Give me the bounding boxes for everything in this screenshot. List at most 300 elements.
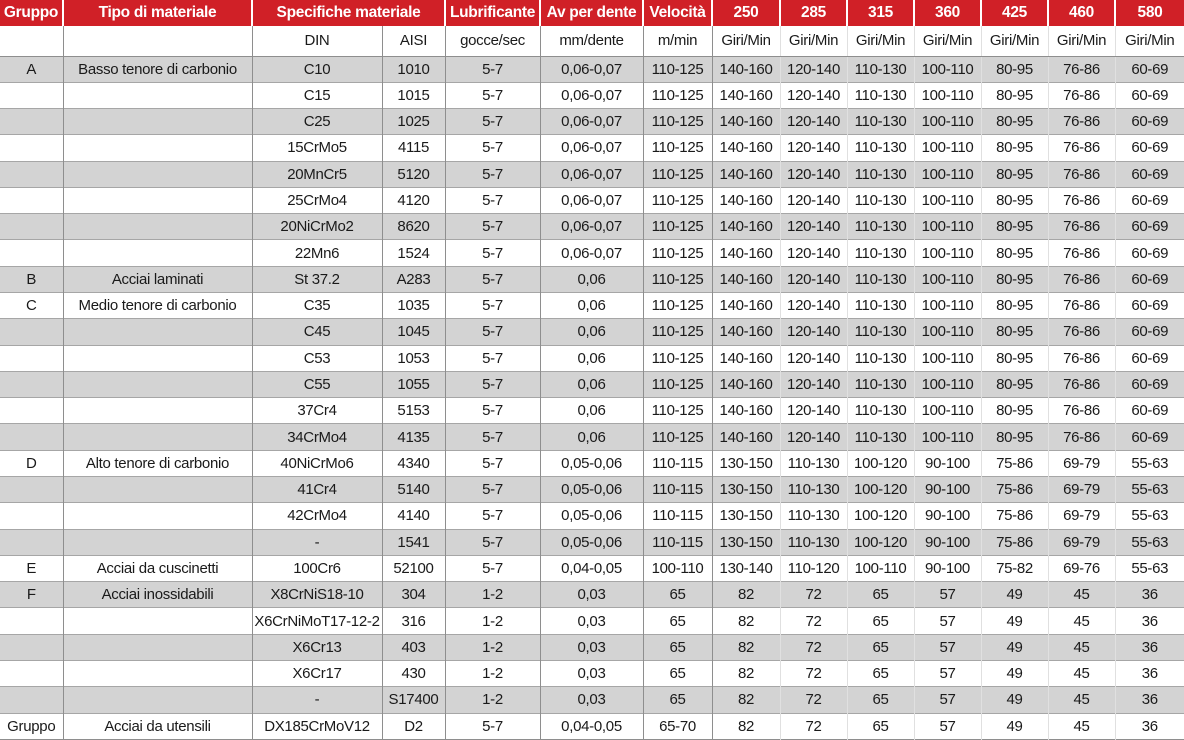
cell-gruppo	[0, 345, 63, 371]
cell-gruppo	[0, 109, 63, 135]
table-row	[0, 555, 1184, 581]
cell-rpm-580: 36	[1115, 608, 1184, 634]
cell-rpm-580: 60-69	[1115, 135, 1184, 161]
cell-rpm-315: 65	[847, 634, 914, 660]
cell-av-per-dente: 0,06-0,07	[540, 135, 643, 161]
cell-rpm-285: 110-130	[780, 529, 847, 555]
cell-rpm-315: 110-130	[847, 319, 914, 345]
cell-gruppo	[0, 424, 63, 450]
table-row	[0, 56, 1184, 82]
cell-rpm-580: 60-69	[1115, 187, 1184, 213]
cell-tipo-materiale	[63, 660, 252, 686]
cell-din: 20MnCr5	[252, 161, 382, 187]
cell-rpm-315: 100-110	[847, 555, 914, 581]
cell-din: 25CrMo4	[252, 187, 382, 213]
cell-aisi: S17400	[382, 687, 445, 713]
cell-rpm-285: 72	[780, 608, 847, 634]
cell-din: DX185CrMoV12	[252, 713, 382, 739]
cell-rpm-285: 120-140	[780, 424, 847, 450]
table-row	[0, 135, 1184, 161]
cell-rpm-315: 110-130	[847, 266, 914, 292]
cell-rpm-250: 130-150	[712, 450, 780, 476]
cell-lubrificante: 5-7	[445, 503, 540, 529]
cell-rpm-425: 80-95	[981, 293, 1048, 319]
cell-tipo-materiale: Acciai da utensili	[63, 713, 252, 739]
cell-av-per-dente: 0,06	[540, 266, 643, 292]
cell-aisi: 1045	[382, 319, 445, 345]
cell-av-per-dente: 0,06	[540, 293, 643, 319]
cell-rpm-460: 76-86	[1048, 56, 1115, 82]
cell-rpm-285: 120-140	[780, 319, 847, 345]
cell-lubrificante: 5-7	[445, 187, 540, 213]
header-row-units	[0, 26, 1184, 56]
cell-rpm-580: 60-69	[1115, 56, 1184, 82]
cell-rpm-250: 130-150	[712, 529, 780, 555]
cell-velocita: 110-125	[643, 135, 712, 161]
cell-gruppo: C	[0, 293, 63, 319]
cell-gruppo	[0, 398, 63, 424]
cell-lubrificante: 5-7	[445, 82, 540, 108]
cell-rpm-460: 45	[1048, 582, 1115, 608]
cell-rpm-315: 65	[847, 660, 914, 686]
cell-din: C53	[252, 345, 382, 371]
cell-velocita: 65	[643, 687, 712, 713]
table-body	[0, 56, 1184, 740]
cell-aisi: 52100	[382, 555, 445, 581]
cell-aisi: 1524	[382, 240, 445, 266]
cell-av-per-dente: 0,03	[540, 687, 643, 713]
cell-velocita: 110-125	[643, 424, 712, 450]
cell-din: C15	[252, 82, 382, 108]
cell-av-per-dente: 0,06-0,07	[540, 109, 643, 135]
cell-gruppo	[0, 240, 63, 266]
cell-rpm-315: 110-130	[847, 293, 914, 319]
cell-lubrificante: 5-7	[445, 371, 540, 397]
cell-rpm-250: 140-160	[712, 109, 780, 135]
cell-velocita: 110-125	[643, 161, 712, 187]
cell-tipo-materiale	[63, 687, 252, 713]
cell-rpm-425: 75-86	[981, 503, 1048, 529]
cell-rpm-315: 100-120	[847, 529, 914, 555]
cell-rpm-360: 100-110	[914, 240, 981, 266]
cell-lubrificante: 5-7	[445, 109, 540, 135]
cell-av-per-dente: 0,05-0,06	[540, 477, 643, 503]
cell-aisi: 1053	[382, 345, 445, 371]
table-row	[0, 529, 1184, 555]
cell-rpm-425: 75-82	[981, 555, 1048, 581]
cell-rpm-250: 82	[712, 660, 780, 686]
cell-din: C35	[252, 293, 382, 319]
table-row	[0, 424, 1184, 450]
unit-cell-rpm-285: Giri/Min	[780, 26, 847, 56]
cell-rpm-360: 57	[914, 713, 981, 739]
cell-gruppo	[0, 634, 63, 660]
cell-rpm-250: 82	[712, 713, 780, 739]
cell-din: C10	[252, 56, 382, 82]
cell-rpm-460: 76-86	[1048, 135, 1115, 161]
cell-din: X8CrNiS18-10	[252, 582, 382, 608]
cell-rpm-250: 82	[712, 687, 780, 713]
cell-aisi: 1055	[382, 371, 445, 397]
cell-rpm-250: 140-160	[712, 187, 780, 213]
cell-velocita: 110-125	[643, 319, 712, 345]
cell-rpm-425: 49	[981, 687, 1048, 713]
table-header	[0, 0, 1184, 56]
cell-rpm-285: 110-120	[780, 555, 847, 581]
cell-rpm-580: 60-69	[1115, 109, 1184, 135]
cell-rpm-360: 100-110	[914, 398, 981, 424]
table-row	[0, 266, 1184, 292]
cell-rpm-425: 49	[981, 582, 1048, 608]
cell-lubrificante: 5-7	[445, 529, 540, 555]
unit-cell-din: DIN	[252, 26, 382, 56]
cell-aisi: 1025	[382, 109, 445, 135]
cell-rpm-360: 100-110	[914, 187, 981, 213]
cell-av-per-dente: 0,06	[540, 398, 643, 424]
cell-gruppo	[0, 608, 63, 634]
cell-lubrificante: 5-7	[445, 477, 540, 503]
cell-rpm-580: 60-69	[1115, 319, 1184, 345]
cell-rpm-580: 36	[1115, 634, 1184, 660]
cell-din: 42CrMo4	[252, 503, 382, 529]
cell-rpm-360: 100-110	[914, 56, 981, 82]
cell-rpm-460: 69-76	[1048, 555, 1115, 581]
cell-din: C55	[252, 371, 382, 397]
cell-tipo-materiale	[63, 82, 252, 108]
cell-rpm-285: 120-140	[780, 135, 847, 161]
cell-gruppo	[0, 371, 63, 397]
header-cell-rpm-360: 360	[914, 0, 981, 26]
cell-lubrificante: 1-2	[445, 660, 540, 686]
cell-rpm-250: 140-160	[712, 240, 780, 266]
cell-lubrificante: 5-7	[445, 398, 540, 424]
header-row-main	[0, 0, 1184, 26]
cell-velocita: 110-115	[643, 503, 712, 529]
cell-din: 37Cr4	[252, 398, 382, 424]
cell-rpm-315: 110-130	[847, 135, 914, 161]
cell-aisi: 4115	[382, 135, 445, 161]
cell-rpm-460: 76-86	[1048, 319, 1115, 345]
cell-rpm-315: 65	[847, 687, 914, 713]
cell-lubrificante: 5-7	[445, 319, 540, 345]
cell-rpm-250: 82	[712, 608, 780, 634]
cell-av-per-dente: 0,06-0,07	[540, 214, 643, 240]
cell-lubrificante: 5-7	[445, 555, 540, 581]
cell-rpm-425: 80-95	[981, 371, 1048, 397]
cell-av-per-dente: 0,03	[540, 660, 643, 686]
cell-aisi: 304	[382, 582, 445, 608]
cell-tipo-materiale: Alto tenore di carbonio	[63, 450, 252, 476]
cell-av-per-dente: 0,06	[540, 319, 643, 345]
cell-rpm-460: 76-86	[1048, 240, 1115, 266]
cell-din: 40NiCrMo6	[252, 450, 382, 476]
cell-rpm-315: 100-120	[847, 450, 914, 476]
cell-rpm-285: 120-140	[780, 345, 847, 371]
cell-rpm-580: 60-69	[1115, 161, 1184, 187]
cell-din: St 37.2	[252, 266, 382, 292]
cell-tipo-materiale	[63, 345, 252, 371]
cell-rpm-285: 120-140	[780, 266, 847, 292]
cell-rpm-250: 140-160	[712, 82, 780, 108]
cell-lubrificante: 5-7	[445, 214, 540, 240]
cell-rpm-315: 110-130	[847, 161, 914, 187]
cell-rpm-425: 49	[981, 660, 1048, 686]
cell-rpm-460: 69-79	[1048, 503, 1115, 529]
header-cell-lubrificante: Lubrificante	[445, 0, 540, 26]
cell-rpm-425: 80-95	[981, 187, 1048, 213]
cell-rpm-250: 140-160	[712, 56, 780, 82]
cell-rpm-460: 76-86	[1048, 82, 1115, 108]
cell-rpm-460: 69-79	[1048, 529, 1115, 555]
header-cell-rpm-315: 315	[847, 0, 914, 26]
cell-lubrificante: 1-2	[445, 608, 540, 634]
table-row	[0, 109, 1184, 135]
cell-rpm-285: 120-140	[780, 293, 847, 319]
cell-tipo-materiale	[63, 608, 252, 634]
cell-rpm-360: 100-110	[914, 345, 981, 371]
cell-rpm-250: 140-160	[712, 214, 780, 240]
cell-rpm-580: 55-63	[1115, 450, 1184, 476]
header-cell-rpm-580: 580	[1115, 0, 1184, 26]
cell-rpm-360: 90-100	[914, 529, 981, 555]
cell-din: -	[252, 529, 382, 555]
unit-cell-gruppo	[0, 26, 63, 56]
unit-cell-av-per-dente: mm/dente	[540, 26, 643, 56]
header-cell-gruppo: Gruppo	[3, 4, 59, 21]
cell-rpm-250: 82	[712, 634, 780, 660]
cell-rpm-360: 90-100	[914, 503, 981, 529]
cell-rpm-580: 60-69	[1115, 214, 1184, 240]
cell-av-per-dente: 0,04-0,05	[540, 555, 643, 581]
table-row	[0, 371, 1184, 397]
cell-rpm-580: 36	[1115, 713, 1184, 739]
cell-rpm-285: 120-140	[780, 240, 847, 266]
cell-rpm-285: 120-140	[780, 187, 847, 213]
cell-av-per-dente: 0,03	[540, 608, 643, 634]
cell-aisi: 4140	[382, 503, 445, 529]
cell-din: 34CrMo4	[252, 424, 382, 450]
cell-rpm-460: 45	[1048, 608, 1115, 634]
cell-rpm-285: 120-140	[780, 82, 847, 108]
cell-rpm-580: 55-63	[1115, 477, 1184, 503]
table-row	[0, 687, 1184, 713]
header-cell-velocita: Velocità	[643, 0, 712, 26]
cell-rpm-460: 76-86	[1048, 266, 1115, 292]
unit-cell-velocita: m/min	[643, 26, 712, 56]
cell-av-per-dente: 0,06-0,07	[540, 56, 643, 82]
cell-lubrificante: 5-7	[445, 424, 540, 450]
cell-gruppo	[0, 529, 63, 555]
cell-velocita: 65	[643, 608, 712, 634]
cell-rpm-315: 110-130	[847, 371, 914, 397]
cell-rpm-460: 45	[1048, 713, 1115, 739]
cell-rpm-425: 80-95	[981, 56, 1048, 82]
cell-velocita: 110-125	[643, 109, 712, 135]
cell-rpm-360: 100-110	[914, 109, 981, 135]
header-cell-rpm-250: 250	[712, 0, 780, 26]
cell-din: 22Mn6	[252, 240, 382, 266]
cell-rpm-460: 45	[1048, 634, 1115, 660]
cell-rpm-580: 60-69	[1115, 82, 1184, 108]
header-cell-rpm-425: 425	[981, 0, 1048, 26]
cell-rpm-460: 76-86	[1048, 424, 1115, 450]
cell-gruppo: E	[0, 555, 63, 581]
cell-tipo-materiale	[63, 371, 252, 397]
cell-rpm-580: 55-63	[1115, 555, 1184, 581]
cell-rpm-460: 45	[1048, 687, 1115, 713]
cell-rpm-250: 140-160	[712, 135, 780, 161]
cell-aisi: 5153	[382, 398, 445, 424]
cell-velocita: 110-125	[643, 240, 712, 266]
cell-rpm-250: 140-160	[712, 371, 780, 397]
cell-rpm-460: 76-86	[1048, 109, 1115, 135]
cell-lubrificante: 5-7	[445, 135, 540, 161]
cell-rpm-360: 57	[914, 660, 981, 686]
cell-gruppo: F	[0, 582, 63, 608]
cell-rpm-580: 55-63	[1115, 529, 1184, 555]
cell-rpm-425: 80-95	[981, 266, 1048, 292]
cell-rpm-425: 80-95	[981, 240, 1048, 266]
cell-gruppo: Gruppo	[0, 713, 63, 739]
cell-gruppo: B	[0, 266, 63, 292]
cell-rpm-285: 72	[780, 634, 847, 660]
cell-rpm-425: 80-95	[981, 82, 1048, 108]
cell-rpm-315: 65	[847, 713, 914, 739]
cell-velocita: 65	[643, 582, 712, 608]
table-row	[0, 503, 1184, 529]
table-row	[0, 293, 1184, 319]
cell-rpm-285: 110-130	[780, 503, 847, 529]
cell-rpm-580: 60-69	[1115, 240, 1184, 266]
cell-lubrificante: 5-7	[445, 266, 540, 292]
cell-av-per-dente: 0,06-0,07	[540, 161, 643, 187]
cell-rpm-315: 65	[847, 582, 914, 608]
cell-rpm-250: 130-150	[712, 503, 780, 529]
cell-velocita: 110-125	[643, 187, 712, 213]
cell-aisi: 1541	[382, 529, 445, 555]
unit-cell-rpm-250: Giri/Min	[712, 26, 780, 56]
cell-rpm-360: 100-110	[914, 214, 981, 240]
cell-av-per-dente: 0,05-0,06	[540, 503, 643, 529]
cell-rpm-425: 75-86	[981, 529, 1048, 555]
cell-gruppo	[0, 660, 63, 686]
cell-rpm-425: 75-86	[981, 477, 1048, 503]
cell-rpm-250: 130-140	[712, 555, 780, 581]
cell-gruppo	[0, 503, 63, 529]
cell-rpm-580: 60-69	[1115, 266, 1184, 292]
cell-rpm-460: 76-86	[1048, 398, 1115, 424]
cell-rpm-425: 80-95	[981, 424, 1048, 450]
table-row	[0, 477, 1184, 503]
cell-velocita: 110-115	[643, 477, 712, 503]
cell-velocita: 110-125	[643, 371, 712, 397]
cell-rpm-425: 49	[981, 713, 1048, 739]
cell-rpm-580: 60-69	[1115, 424, 1184, 450]
table-row	[0, 660, 1184, 686]
cell-aisi: 1035	[382, 293, 445, 319]
table-row	[0, 398, 1184, 424]
cell-velocita: 65-70	[643, 713, 712, 739]
cell-aisi: 5140	[382, 477, 445, 503]
cell-rpm-250: 140-160	[712, 293, 780, 319]
cell-rpm-315: 110-130	[847, 398, 914, 424]
cell-rpm-460: 76-86	[1048, 371, 1115, 397]
cell-rpm-360: 100-110	[914, 424, 981, 450]
cell-rpm-315: 110-130	[847, 214, 914, 240]
cell-lubrificante: 5-7	[445, 56, 540, 82]
cell-lubrificante: 1-2	[445, 582, 540, 608]
cell-gruppo: A	[0, 56, 63, 82]
cell-rpm-580: 60-69	[1115, 345, 1184, 371]
cell-rpm-285: 110-130	[780, 450, 847, 476]
cell-rpm-425: 80-95	[981, 135, 1048, 161]
table-row	[0, 634, 1184, 660]
cell-aisi: 1015	[382, 82, 445, 108]
unit-cell-rpm-360: Giri/Min	[914, 26, 981, 56]
cell-rpm-250: 140-160	[712, 319, 780, 345]
cell-rpm-425: 80-95	[981, 319, 1048, 345]
cell-aisi: 1010	[382, 56, 445, 82]
cell-av-per-dente: 0,03	[540, 582, 643, 608]
cell-lubrificante: 5-7	[445, 293, 540, 319]
cell-aisi: A283	[382, 266, 445, 292]
cell-tipo-materiale	[63, 161, 252, 187]
cell-gruppo	[0, 319, 63, 345]
cell-tipo-materiale	[63, 477, 252, 503]
cell-din: X6Cr17	[252, 660, 382, 686]
cell-rpm-460: 69-79	[1048, 477, 1115, 503]
cell-velocita: 65	[643, 660, 712, 686]
cell-av-per-dente: 0,04-0,05	[540, 713, 643, 739]
cell-av-per-dente: 0,06-0,07	[540, 240, 643, 266]
cell-rpm-425: 80-95	[981, 214, 1048, 240]
cell-rpm-315: 110-130	[847, 187, 914, 213]
cell-rpm-250: 130-150	[712, 477, 780, 503]
cell-rpm-425: 80-95	[981, 161, 1048, 187]
cell-aisi: 403	[382, 634, 445, 660]
cell-rpm-250: 140-160	[712, 424, 780, 450]
header-cell-rpm-285: 285	[780, 0, 847, 26]
cell-tipo-materiale: Medio tenore di carbonio	[63, 293, 252, 319]
cell-velocita: 100-110	[643, 555, 712, 581]
cell-lubrificante: 5-7	[445, 450, 540, 476]
cell-velocita: 65	[643, 634, 712, 660]
cell-aisi: 5120	[382, 161, 445, 187]
table-row	[0, 240, 1184, 266]
cell-rpm-285: 72	[780, 713, 847, 739]
cell-av-per-dente: 0,05-0,06	[540, 450, 643, 476]
cell-rpm-285: 120-140	[780, 109, 847, 135]
cell-velocita: 110-125	[643, 345, 712, 371]
cell-rpm-360: 90-100	[914, 477, 981, 503]
cell-rpm-250: 140-160	[712, 398, 780, 424]
cell-din: 100Cr6	[252, 555, 382, 581]
cell-gruppo	[0, 187, 63, 213]
cell-gruppo	[0, 477, 63, 503]
cell-rpm-360: 57	[914, 634, 981, 660]
cell-gruppo	[0, 687, 63, 713]
cell-tipo-materiale	[63, 424, 252, 450]
cell-rpm-580: 60-69	[1115, 398, 1184, 424]
cell-din: 20NiCrMo2	[252, 214, 382, 240]
table-row	[0, 214, 1184, 240]
unit-cell-rpm-425: Giri/Min	[981, 26, 1048, 56]
cell-rpm-360: 100-110	[914, 82, 981, 108]
cell-gruppo	[0, 161, 63, 187]
cell-rpm-360: 57	[914, 608, 981, 634]
cell-rpm-460: 76-86	[1048, 214, 1115, 240]
cell-din: 41Cr4	[252, 477, 382, 503]
